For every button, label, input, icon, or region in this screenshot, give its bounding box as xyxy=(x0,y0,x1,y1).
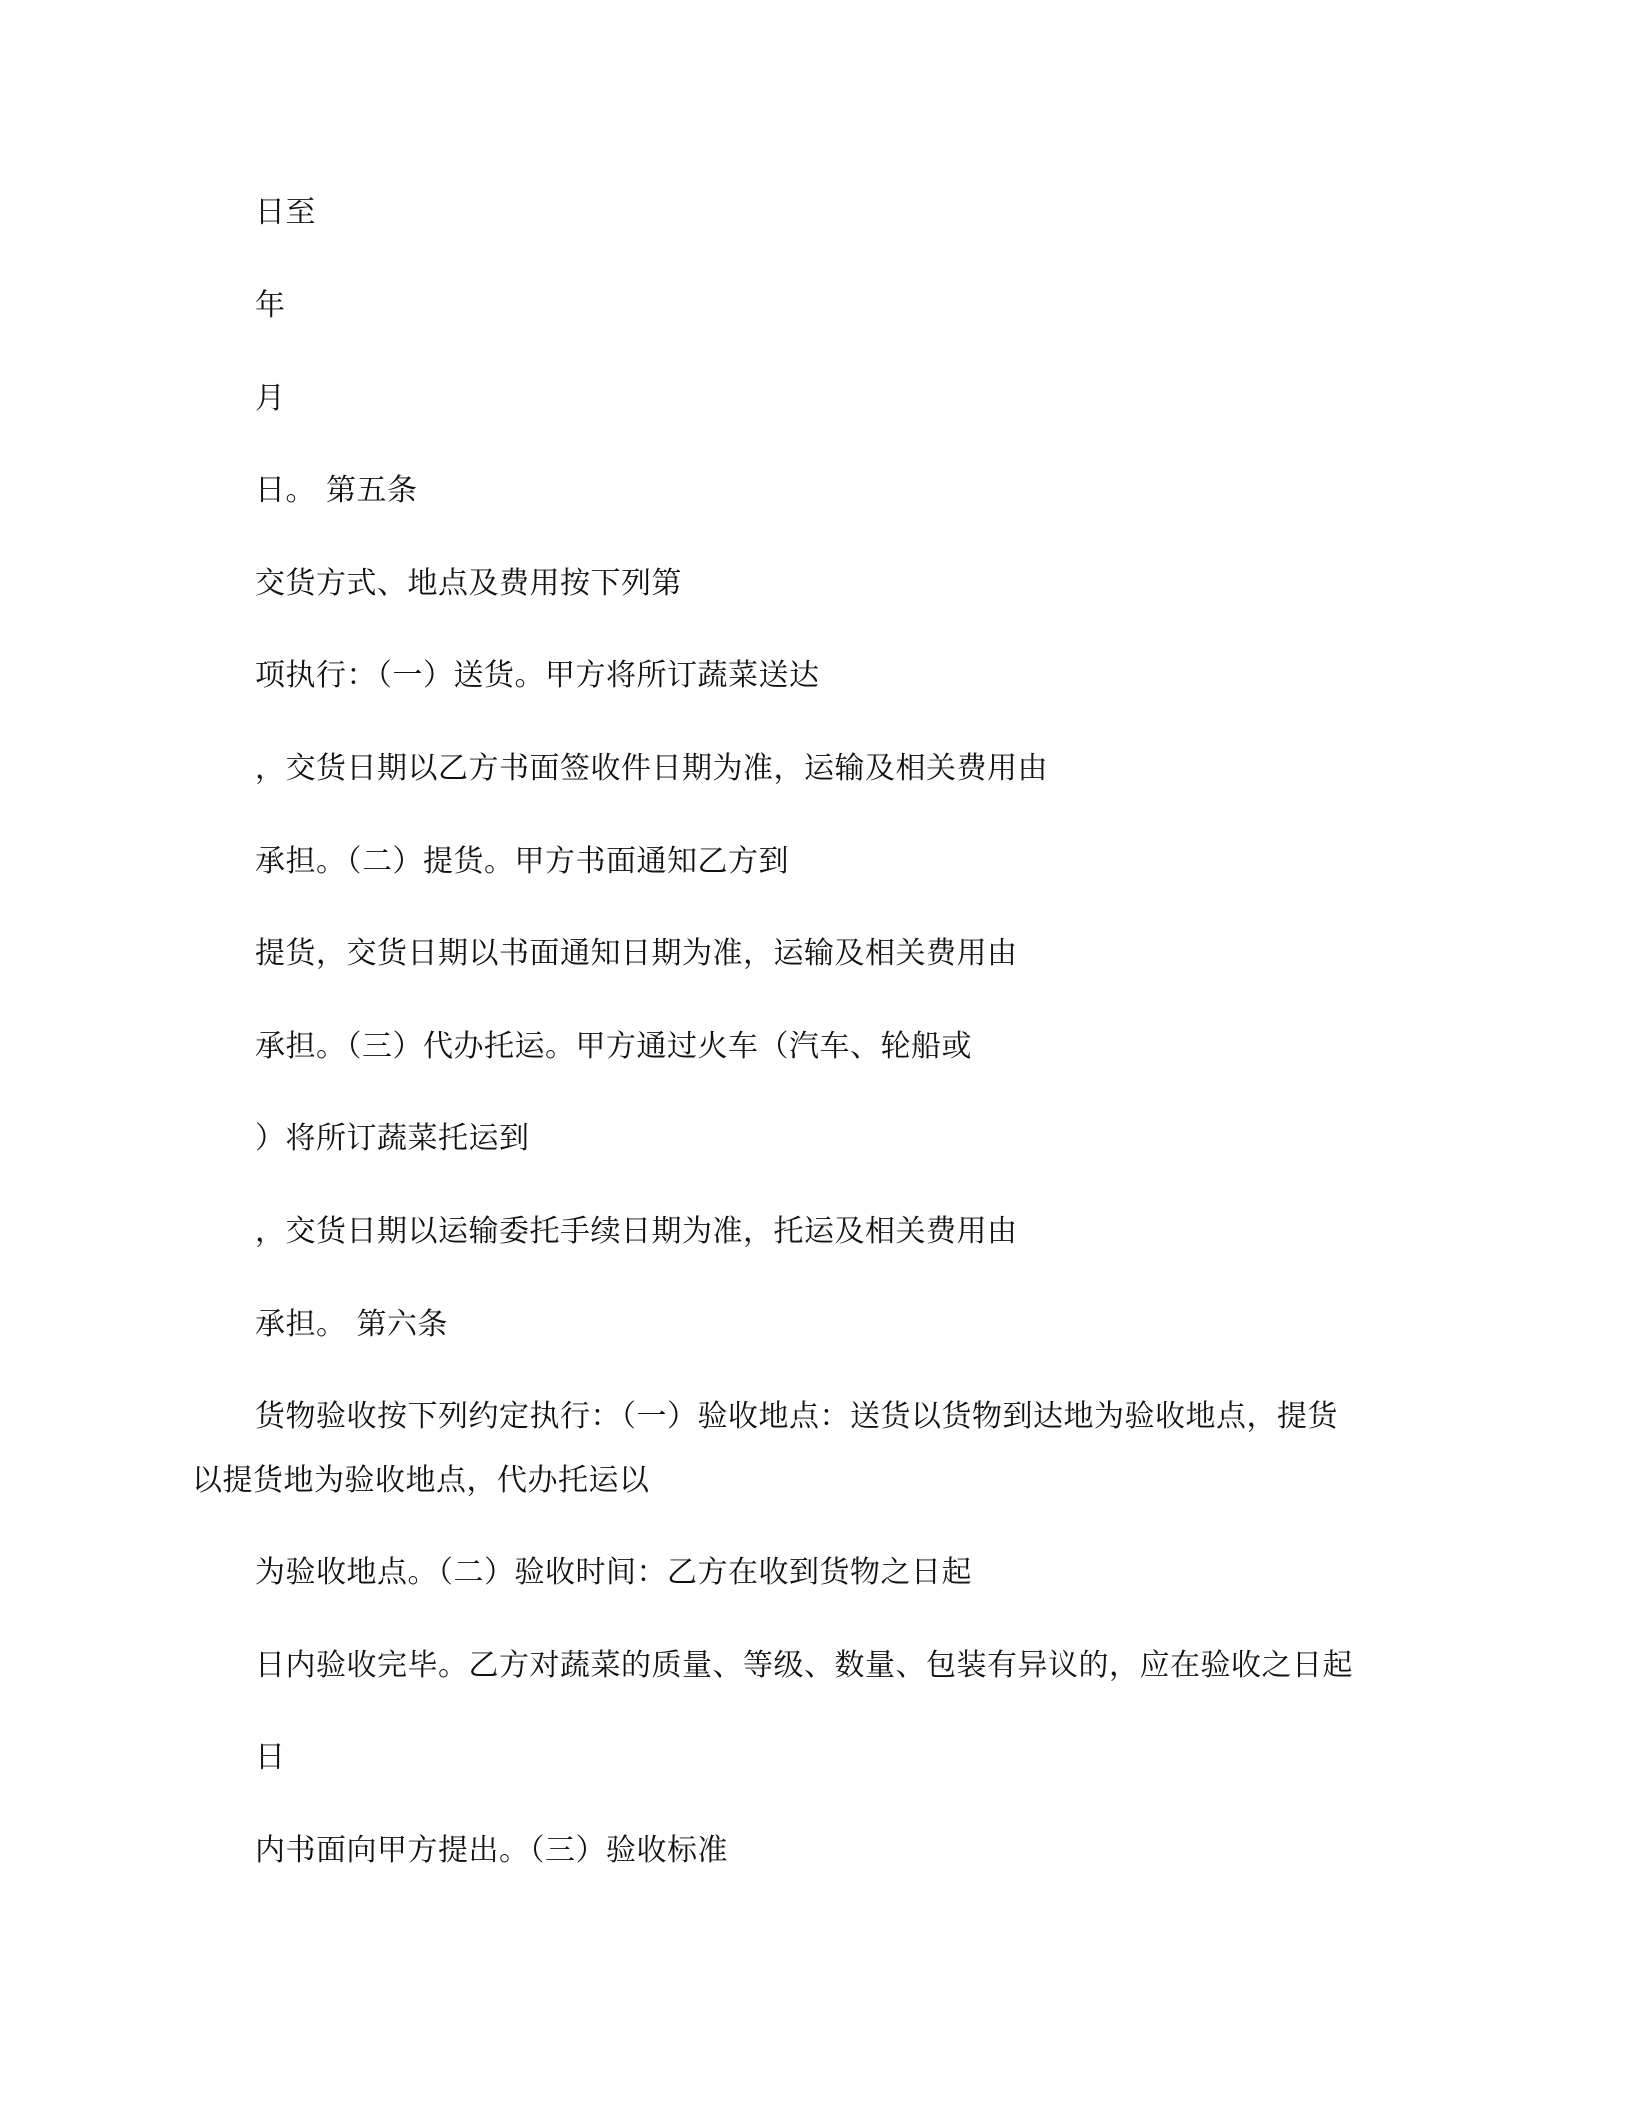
text-line-10: 承担。（三）代办托运。甲方通过火车（汽车、轮船或 xyxy=(255,1029,972,1064)
text-line-19: 内书面向甲方提出。（三）验收标准 xyxy=(255,1833,728,1868)
text-line-17: 日内验收完毕。乙方对蔬菜的质量、等级、数量、包装有异议的，应在验收之日起 xyxy=(255,1648,1353,1683)
text-line-11: ）将所订蔬菜托运到 xyxy=(255,1121,530,1156)
text-line-13: 承担。 第六条 xyxy=(255,1307,449,1342)
text-line-14: 货物验收按下列约定执行：（一）验收地点：送货以货物到达地为验收地点，提货 xyxy=(255,1399,1338,1434)
text-line-4: 日。 第五条 xyxy=(255,473,418,508)
text-line-7: ，交货日期以乙方书面签收件日期为准，运输及相关费用由 xyxy=(255,751,1048,786)
text-line-18: 日 xyxy=(255,1740,286,1775)
text-line-9: 提货，交货日期以书面通知日期为准，运输及相关费用由 xyxy=(255,936,1018,971)
text-line-15: 以提货地为验收地点，代办托运以 xyxy=(192,1463,650,1498)
text-line-1: 日至 xyxy=(255,195,316,230)
text-line-8: 承担。（二）提货。甲方书面通知乙方到 xyxy=(255,844,789,879)
text-line-5: 交货方式、地点及费用按下列第 xyxy=(255,566,682,601)
text-line-2: 年 xyxy=(255,288,286,323)
text-line-12: ，交货日期以运输委托手续日期为准，托运及相关费用由 xyxy=(255,1214,1018,1249)
text-line-6: 项执行：（一）送货。甲方将所订蔬菜送达 xyxy=(255,658,820,693)
text-line-16: 为验收地点。（二）验收时间：乙方在收到货物之日起 xyxy=(255,1555,972,1590)
text-line-3: 月 xyxy=(255,381,286,416)
